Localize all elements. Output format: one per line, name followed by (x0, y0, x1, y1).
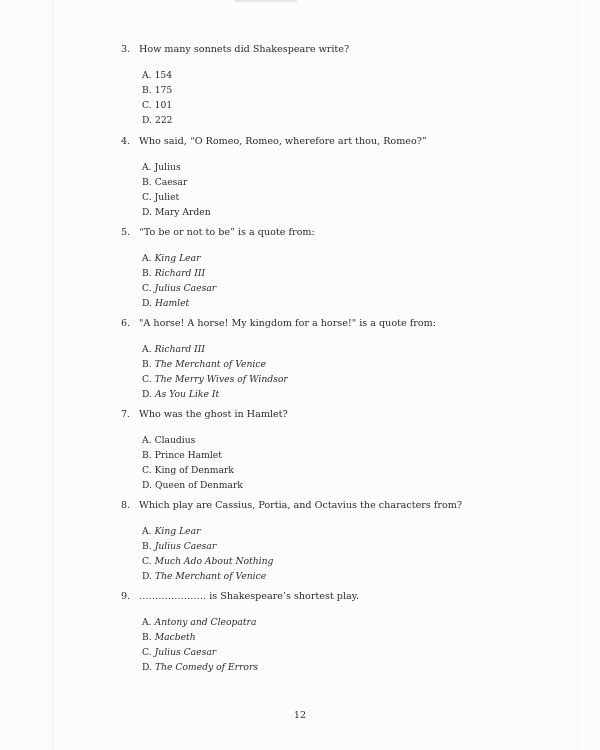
question-stem (121, 226, 315, 240)
answer-options (121, 615, 359, 675)
option-letter: B. (142, 632, 152, 643)
option-text: Claudius (154, 435, 196, 446)
option-c (142, 98, 349, 113)
answer-options (121, 68, 349, 128)
option-text: Juliet (154, 192, 180, 203)
option-text: 222 (154, 115, 173, 126)
option-letter: A. (142, 162, 152, 173)
option-d (142, 113, 349, 128)
question-number: 8. (121, 500, 131, 511)
question-text: How many sonnets did Shakespeare write? (139, 44, 350, 55)
option-letter: A. (142, 344, 152, 355)
option-letter: C. (142, 100, 152, 111)
option-text: King Lear (154, 253, 201, 264)
question-number: 5. (121, 227, 131, 238)
page-number: 12 (293, 710, 307, 721)
option-letter: C. (142, 465, 152, 476)
option-letter: B. (142, 541, 152, 552)
option-d (142, 569, 462, 584)
question-stem (121, 590, 359, 604)
option-a (142, 433, 288, 448)
question-stem (121, 43, 349, 57)
option-letter: C. (142, 647, 152, 658)
option-text: Julius Caesar (154, 647, 217, 658)
option-text: King of Denmark (154, 465, 234, 476)
option-text: Antony and Cleopatra (154, 617, 257, 628)
option-letter: B. (142, 177, 152, 188)
option-letter: A. (142, 70, 152, 81)
question-text: Who said, “O Romeo, Romeo, wherefore art thou, Romeo?” (139, 136, 427, 147)
option-a (142, 160, 427, 175)
option-letter: B. (142, 85, 152, 96)
option-text: 154 (154, 70, 173, 81)
question-text: “To be or not to be” is a quote from: (139, 227, 315, 238)
option-letter: D. (142, 389, 152, 400)
option-text: Julius (154, 162, 181, 173)
option-letter: C. (142, 556, 152, 567)
option-c (142, 281, 315, 296)
option-c (142, 554, 462, 569)
option-text: As You Like It (154, 389, 220, 400)
option-c (142, 372, 436, 387)
option-text: The Merry Wives of Windsor (154, 374, 288, 385)
question-stem (121, 317, 436, 331)
option-letter: D. (142, 571, 152, 582)
question-number: 6. (121, 318, 131, 329)
question-3 (121, 43, 349, 128)
question-number: 4. (121, 136, 131, 147)
question-number: 3. (121, 44, 131, 55)
answer-options (121, 433, 288, 493)
option-d (142, 387, 436, 402)
option-letter: A. (142, 435, 152, 446)
option-text: 101 (154, 100, 173, 111)
question-6 (121, 317, 436, 402)
question-8 (121, 499, 462, 584)
question-9 (121, 590, 359, 675)
question-text: Which play are Cassius, Portia, and Octavius the characters from? (139, 500, 462, 511)
option-b (142, 539, 462, 554)
question-stem (121, 499, 462, 513)
option-text: Queen of Denmark (154, 480, 243, 491)
option-text: The Comedy of Errors (154, 662, 259, 673)
option-letter: D. (142, 662, 152, 673)
question-5 (121, 226, 315, 311)
option-letter: D. (142, 480, 152, 491)
option-text: Caesar (154, 177, 188, 188)
question-7 (121, 408, 288, 493)
page-edge-right (577, 0, 578, 750)
option-a (142, 342, 436, 357)
option-b (142, 448, 288, 463)
option-d (142, 660, 359, 675)
question-stem (121, 408, 288, 422)
answer-options (121, 160, 427, 220)
option-c (142, 645, 359, 660)
option-text: Hamlet (154, 298, 190, 309)
option-text: Julius Caesar (154, 283, 217, 294)
question-text: ………………… is Shakespeare’s shortest play. (139, 591, 359, 602)
option-letter: D. (142, 207, 152, 218)
option-d (142, 478, 288, 493)
option-text: Much Ado About Nothing (154, 556, 274, 567)
question-number: 7. (121, 409, 131, 420)
question-number: 9. (121, 591, 131, 602)
option-text: Richard III (154, 344, 206, 355)
option-c (142, 190, 427, 205)
question-4 (121, 135, 427, 220)
option-text: Macbeth (154, 632, 196, 643)
option-a (142, 524, 462, 539)
answer-options (121, 524, 462, 584)
option-text: Julius Caesar (154, 541, 217, 552)
option-letter: A. (142, 253, 152, 264)
question-stem (121, 135, 427, 149)
answer-options (121, 342, 436, 402)
option-letter: A. (142, 526, 152, 537)
option-text: Prince Hamlet (154, 450, 222, 461)
option-letter: C. (142, 192, 152, 203)
option-text: The Merchant of Venice (154, 571, 267, 582)
option-text: 175 (154, 85, 173, 96)
option-letter: A. (142, 617, 152, 628)
option-letter: B. (142, 268, 152, 279)
option-text: King Lear (154, 526, 201, 537)
question-text: Who was the ghost in Hamlet? (139, 409, 288, 420)
option-c (142, 463, 288, 478)
option-b (142, 630, 359, 645)
scan-mark (235, 0, 297, 2)
option-text: Richard III (154, 268, 206, 279)
option-d (142, 205, 427, 220)
option-b (142, 357, 436, 372)
option-a (142, 251, 315, 266)
page-edge-left (52, 0, 53, 750)
option-b (142, 266, 315, 281)
option-letter: B. (142, 359, 152, 370)
option-letter: D. (142, 298, 152, 309)
option-b (142, 83, 349, 98)
option-d (142, 296, 315, 311)
option-text: The Merchant of Venice (154, 359, 266, 370)
option-a (142, 68, 349, 83)
option-a (142, 615, 359, 630)
option-letter: C. (142, 374, 152, 385)
answer-options (121, 251, 315, 311)
option-letter: C. (142, 283, 152, 294)
question-text: "A horse! A horse! My kingdom for a horse!" is a quote from: (139, 318, 436, 329)
option-letter: B. (142, 450, 152, 461)
option-text: Mary Arden (154, 207, 211, 218)
option-letter: D. (142, 115, 152, 126)
option-b (142, 175, 427, 190)
